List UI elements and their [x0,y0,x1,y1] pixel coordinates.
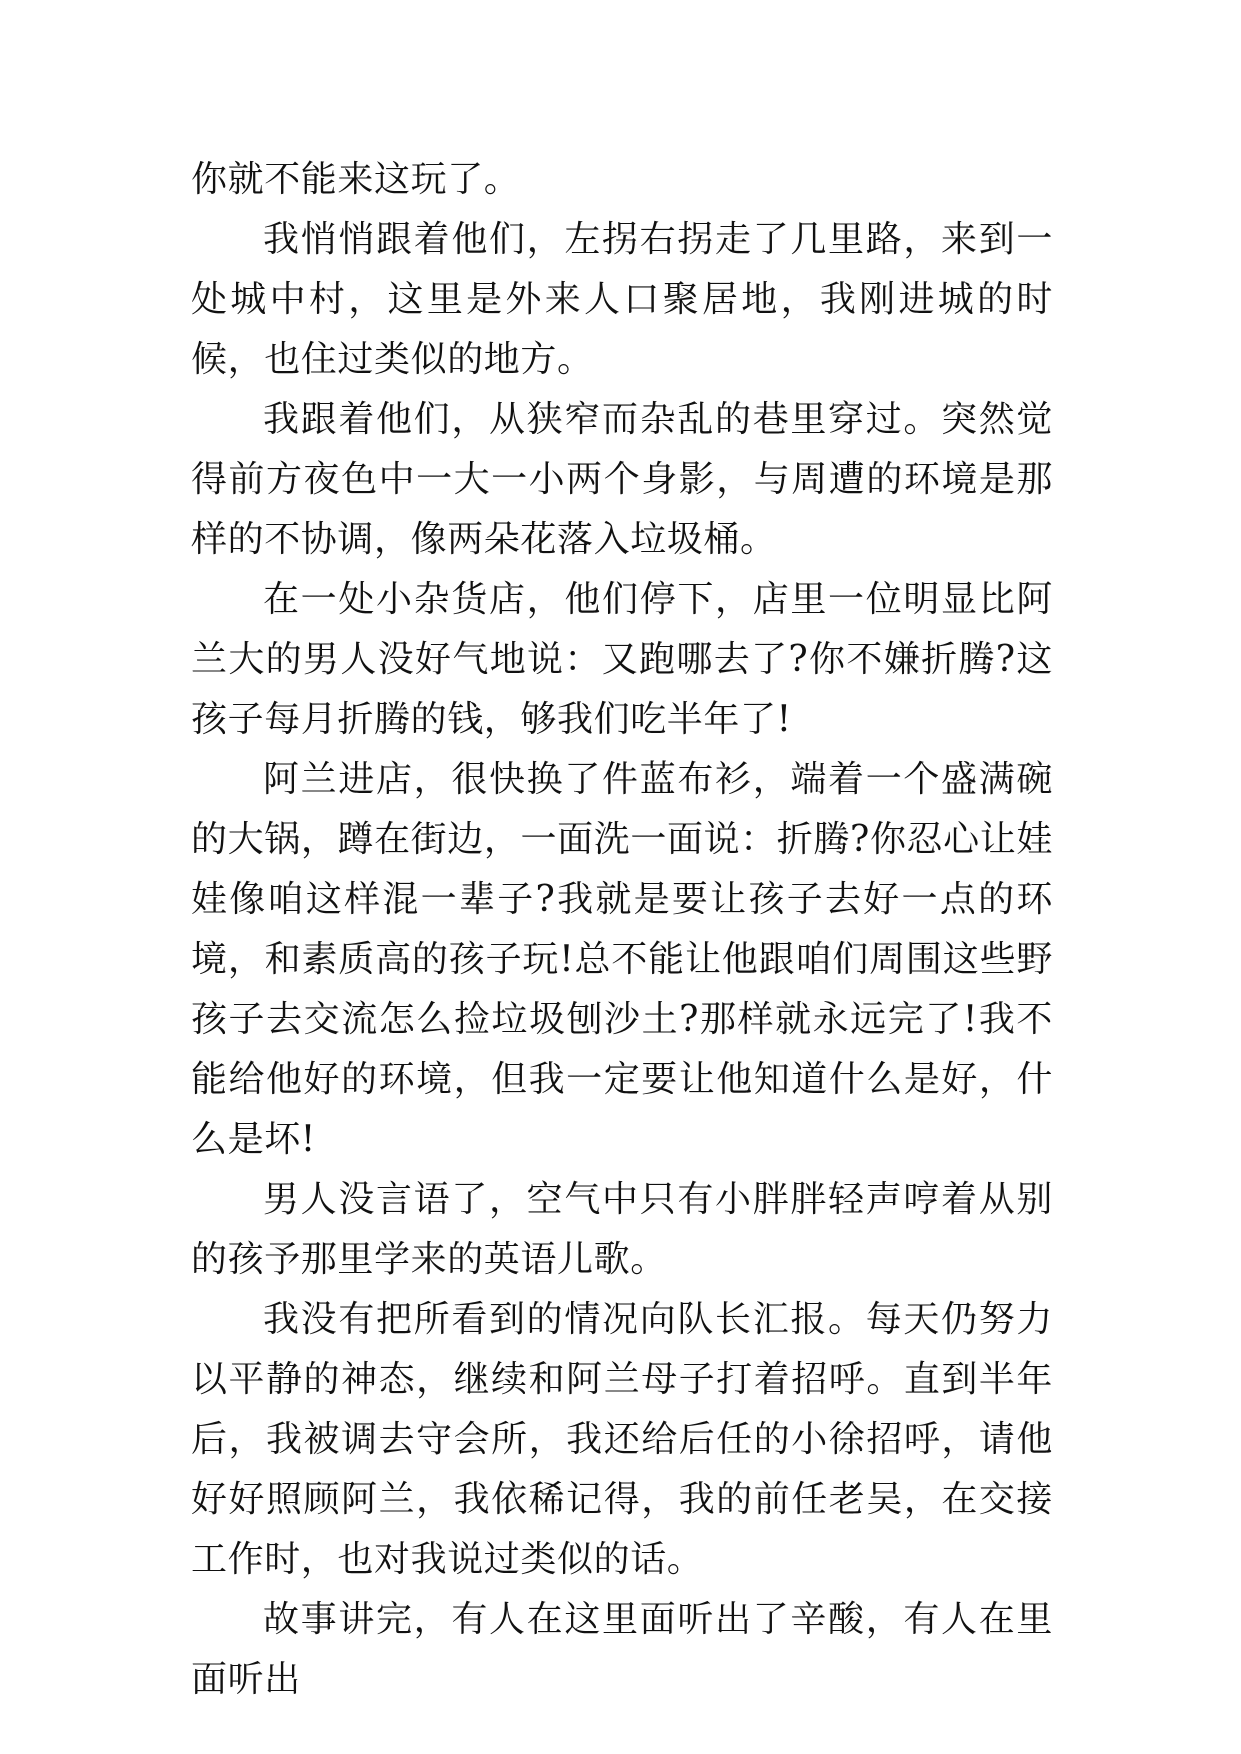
paragraph-4: 在一处小杂货店，他们停下，店里一位明显比阿兰大的男人没好气地说：又跑哪去了?你不嫌折腾?这孩子每月折腾的钱，够我们吃半年了! [191,579,1053,740]
paragraph-8: 故事讲完，有人在这里面听出了辛酸，有人在里面听出 [191,1599,1053,1700]
paragraph-6: 男人没言语了，空气中只有小胖胖轻声哼着从别的孩予那里学来的英语儿歌。 [191,1179,1053,1280]
paragraph-5: 阿兰进店，很快换了件蓝布衫，端着一个盛满碗的大锅，蹲在街边，一面洗一面说：折腾?你忍心让娃娃像咱这样混一辈子?我就是要让孩子去好一点的环境，和素质高的孩子玩!总不能让他跟咱们周围这些野孩子去交流怎么捡垃圾刨沙土?那样就永远完了!我不能给他好的环境，但我一定要让他知道什么是好，什么是坏! [191,759,1053,1160]
paragraph-2: 我悄悄跟着他们，左拐右拐走了几里路，来到一处城中村，这里是外来人口聚居地，我刚进城的时候，也住过类似的地方。 [191,219,1053,380]
paragraph-3: 我跟着他们，从狭窄而杂乱的巷里穿过。突然觉得前方夜色中一大一小两个身影，与周遭的环境是那样的不协调，像两朵花落入垃圾桶。 [191,399,1053,560]
paragraph-7: 我没有把所看到的情况向队长汇报。每天仍努力以平静的神态，继续和阿兰母子打着招呼。直到半年后，我被调去守会所，我还给后任的小徐招呼，请他好好照顾阿兰，我依稀记得，我的前任老吴，在交接工作时，也对我说过类似的话。 [191,1299,1053,1580]
document-body [191,150,1053,1710]
paragraph-1: 你就不能来这玩了。 [191,159,521,200]
